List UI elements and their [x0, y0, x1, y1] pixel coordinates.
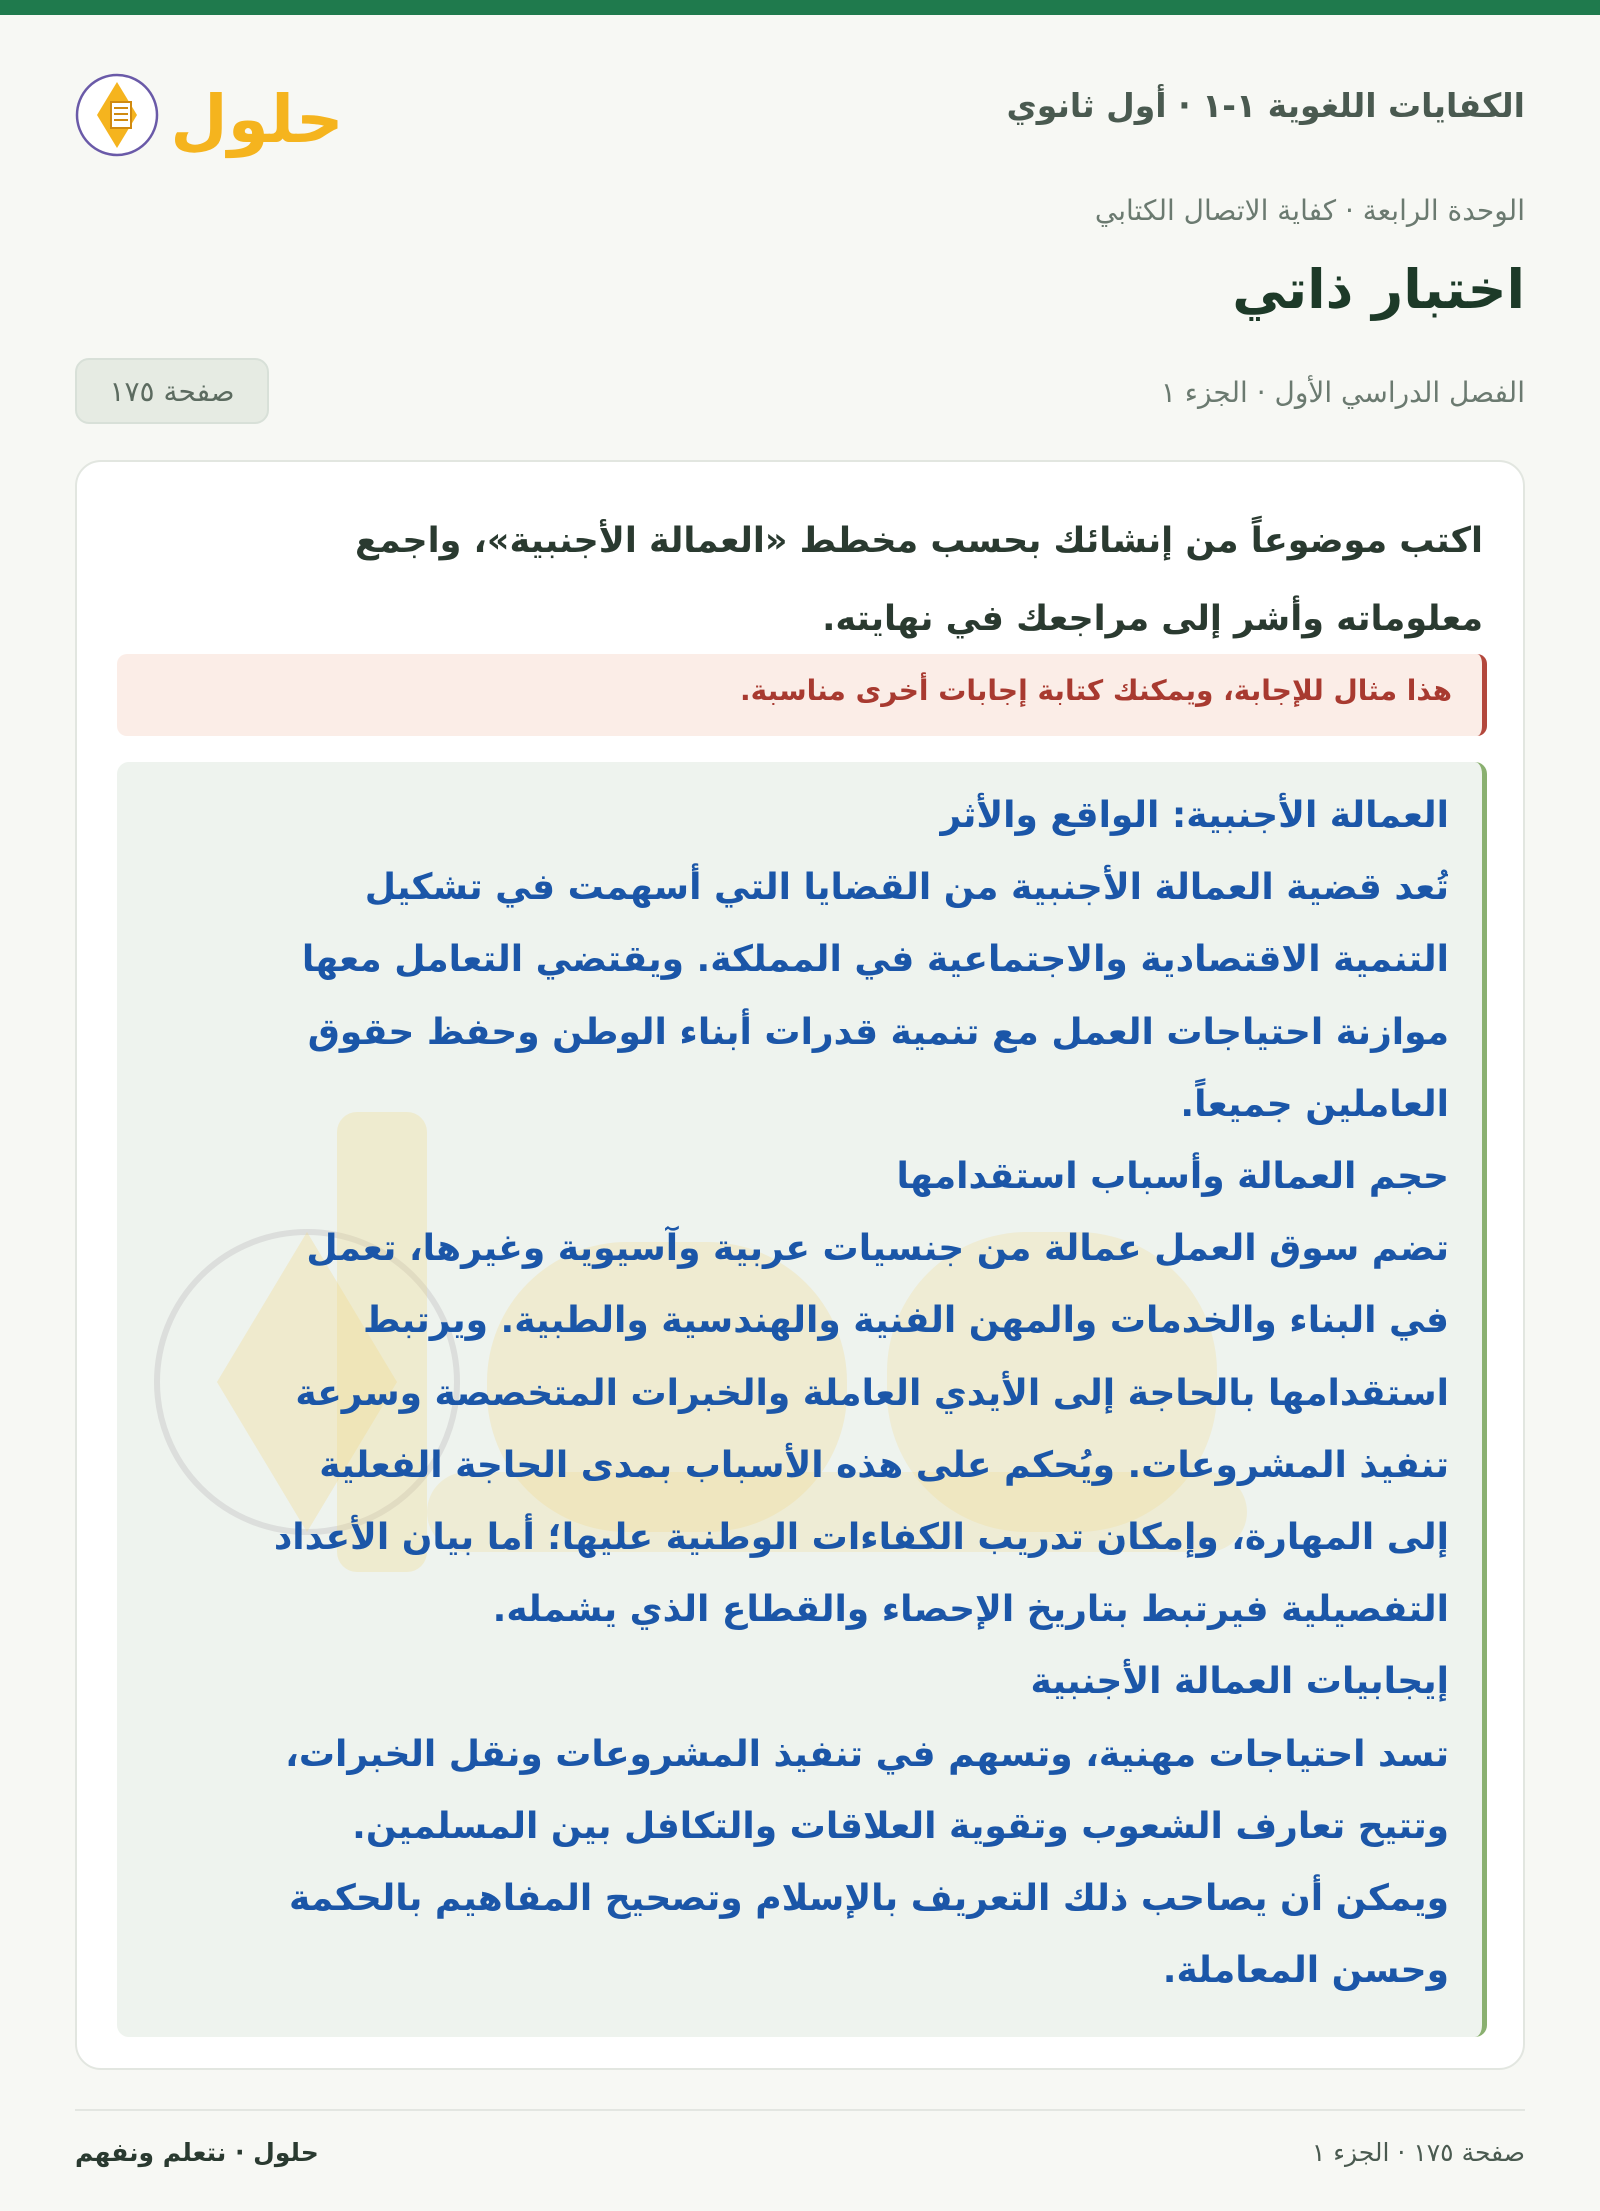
footer-page-info: صفحة ١٧٥ · الجزء ١: [1311, 2138, 1525, 2167]
answer-line: التنمية الاقتصادية والاجتماعية في المملكة. ويقتضي التعامل معها: [301, 939, 1449, 981]
answer-line: وتتيح تعارف الشعوب وتقوية العلاقات والتكافل بين المسلمين.: [352, 1805, 1449, 1847]
answer-line: تضم سوق العمل عمالة من جنسيات عربية وآسيوية وغيرها، تعمل: [306, 1228, 1449, 1270]
footer-brand: حلول · نتعلم ونفهم: [75, 2138, 319, 2167]
page-title: اختبار ذاتي: [1232, 258, 1525, 321]
term-info: الفصل الدراسي الأول · الجزء ١: [1160, 376, 1525, 409]
footer-divider: [75, 2109, 1525, 2111]
answer-line: التفصيلية فيرتبط بتاريخ الإحصاء والقطاع الذي يشمله.: [492, 1589, 1449, 1631]
question-card: [75, 460, 1525, 2070]
answer-line: ويمكن أن يصاحب ذلك التعريف بالإسلام وتصحيح المفاهيم بالحكمة: [288, 1878, 1449, 1920]
answer-heading: العمالة الأجنبية: الواقع والأثر: [940, 795, 1449, 836]
answer-line: العاملين جميعاً.: [1180, 1083, 1449, 1125]
answer-box: [117, 762, 1487, 2037]
answer-line: موازنة احتياجات العمل مع تنمية قدرات أبناء الوطن وحفظ حقوق: [307, 1011, 1449, 1053]
question-text: [123, 502, 1483, 658]
page-number-badge: صفحة ١٧٥: [75, 358, 269, 424]
answer-heading: حجم العمالة وأسباب استقدامها: [896, 1156, 1449, 1198]
question-line: معلوماته وأشر إلى مراجعك في نهايته.: [822, 599, 1483, 639]
course-title: الكفايات اللغوية ١-١ · أول ثانوي: [1006, 86, 1525, 125]
answer-line: تُعد قضية العمالة الأجنبية من القضايا التي أسهمت في تشكيل: [364, 867, 1449, 909]
top-accent-bar: [0, 0, 1600, 15]
breadcrumb: الوحدة الرابعة · كفاية الاتصال الكتابي: [1094, 194, 1525, 227]
answer-note-text: هذا مثال للإجابة، ويمكنك كتابة إجابات أخرى مناسبة.: [740, 674, 1452, 707]
answer-line: في البناء والخدمات والمهن الفنية والهندسية والطبية. ويرتبط: [362, 1300, 1449, 1342]
answer-line: تسد احتياجات مهنية، وتسهم في تنفيذ المشروعات ونقل الخبرات،: [285, 1733, 1449, 1775]
answer-line: تنفيذ المشروعات. ويُحكم على هذه الأسباب بمدى الحاجة الفعلية: [319, 1444, 1449, 1486]
question-line: اكتب موضوعاً من إنشائك بحسب مخطط «العمالة الأجنبية»، واجمع: [355, 521, 1483, 561]
answer-text: [149, 780, 1449, 2007]
header: [75, 60, 1525, 170]
hulul-logo[interactable]: [75, 60, 355, 170]
answer-line: استقدامها بالحاجة إلى الأيدي العاملة والخبرات المتخصصة وسرعة: [295, 1372, 1449, 1414]
book-logo-icon: [75, 60, 355, 170]
answer-note-callout: [117, 654, 1487, 736]
answer-heading: إيجابيات العمالة الأجنبية: [1030, 1661, 1449, 1703]
logo-text: حلول: [170, 81, 344, 158]
answer-line: إلى المهارة، وإمكان تدريب الكفاءات الوطنية عليها؛ أما بيان الأعداد: [273, 1517, 1449, 1559]
answer-line: وحسن المعاملة.: [1162, 1950, 1449, 1992]
